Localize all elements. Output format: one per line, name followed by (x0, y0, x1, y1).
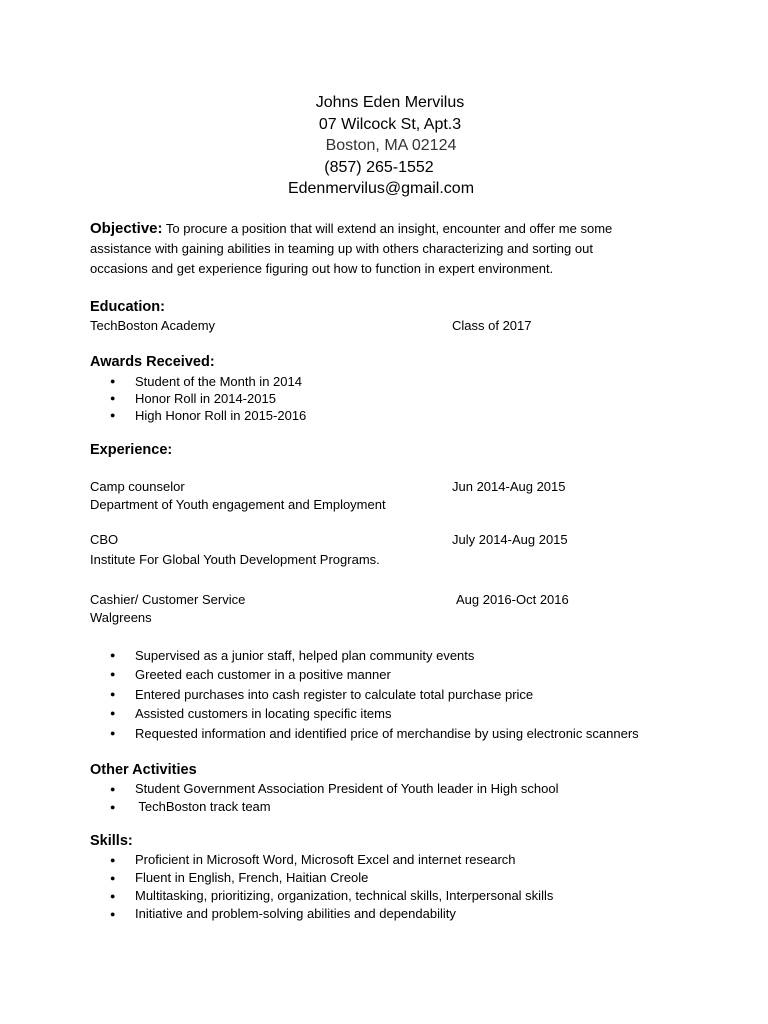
list-item: ● Proficient in Microsoft Word, Microsoft Excel and internet research (110, 851, 553, 869)
phone-number: (857) 265-1552 (324, 158, 434, 176)
list-item: ● High Honor Roll in 2015-2016 (110, 407, 306, 424)
awards-list (110, 373, 306, 424)
list-item: ● Initiative and problem-solving abilities and dependability (110, 905, 553, 923)
contact-header (0, 92, 768, 200)
street-address: 07 Wilcock St, Apt.3 (318, 115, 462, 133)
job-dates: Jun 2014-Aug 2015 (452, 479, 566, 494)
list-item: ● Fluent in English, French, Haitian Creole (110, 869, 553, 887)
skills-heading: Skills: (90, 833, 133, 849)
list-item: ● Entered purchases into cash register to calculate total purchase price (110, 685, 639, 704)
other-activities-heading: Other Activities (90, 762, 197, 778)
list-item: ● Requested information and identified price of merchandise by using electronic scanners (110, 724, 639, 743)
job-organization: Department of Youth engagement and Employment (90, 497, 386, 512)
job-dates: Aug 2016-Oct 2016 (456, 592, 569, 607)
list-item: ● Student Government Association President of Youth leader in High school (110, 780, 559, 798)
applicant-name: Johns Eden Mervilus (315, 94, 465, 111)
list-item: ● Multitasking, prioritizing, organization, technical skills, Interpersonal skills (110, 887, 553, 905)
list-item: ● Student of the Month in 2014 (110, 373, 306, 390)
other-activities-list (110, 780, 559, 816)
objective-paragraph (90, 219, 650, 279)
email-address: Edenmervilus@gmail.com (287, 180, 475, 197)
education-school: TechBoston Academy (90, 318, 216, 333)
education-heading: Education: (90, 299, 165, 315)
job-organization: Walgreens (90, 610, 152, 625)
list-item: ● TechBoston track team (110, 798, 559, 816)
job-dates: July 2014-Aug 2015 (452, 532, 568, 547)
job-title: Cashier/ Customer Service (90, 592, 246, 607)
experience-heading: Experience: (90, 442, 173, 458)
job-title: Camp counselor (90, 479, 185, 494)
skills-list (110, 851, 553, 923)
list-item: ● Supervised as a junior staff, helped plan community events (110, 646, 639, 665)
city-state-zip: Boston, MA 02124 (325, 137, 457, 154)
education-class: Class of 2017 (452, 318, 532, 333)
list-item: ● Honor Roll in 2014-2015 (110, 390, 306, 407)
awards-heading: Awards Received: (90, 354, 215, 370)
objective-label: Objective: (90, 220, 163, 237)
list-item: ● Assisted customers in locating specific items (110, 704, 639, 723)
list-item: ● Greeted each customer in a positive manner (110, 665, 639, 684)
job-organization: Institute For Global Youth Development Programs. (90, 552, 380, 567)
objective-text: To procure a position that will extend an insight, encounter and offer me some assistance with gaining abilities in teaming up with others characterizing and sorting out occasions and get experience figuring out how to function in expert environment. (90, 221, 613, 276)
job-title: CBO (90, 532, 119, 547)
duties-list (110, 646, 639, 743)
